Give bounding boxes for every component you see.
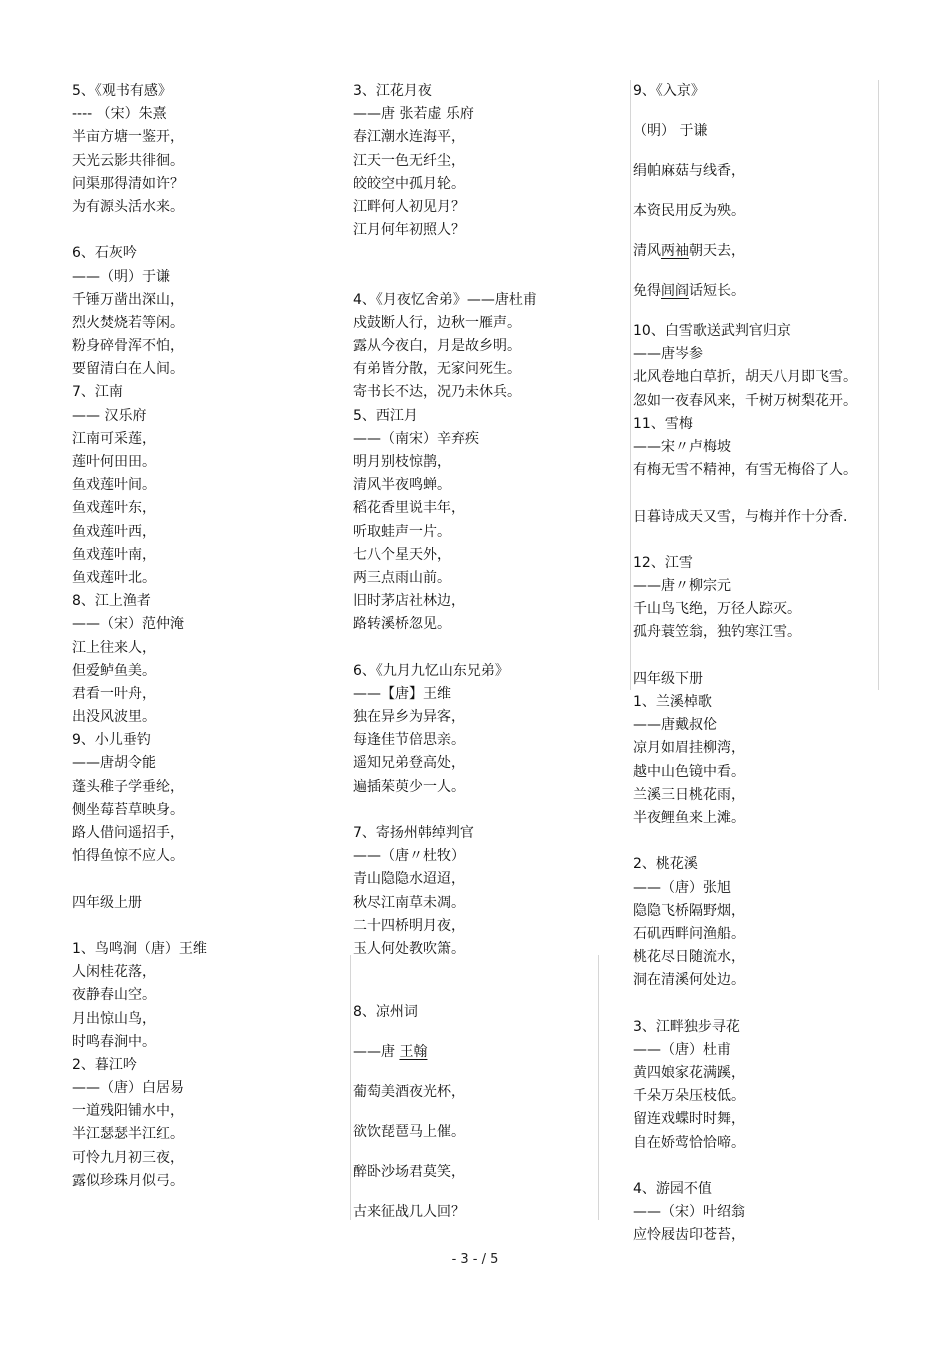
poem-line: 鱼戏莲叶西， xyxy=(72,523,156,540)
poem-line: 鱼戏莲叶北。 xyxy=(72,569,156,586)
poem-line: 半夜鲤鱼来上滩。 xyxy=(633,809,745,826)
poem-line: 1、兰溪棹歌 xyxy=(633,694,712,710)
poem-line: 古来征战几人回？ xyxy=(353,1204,465,1221)
poem-line: 蓬头稚子学垂纶， xyxy=(72,778,184,795)
poem-line: 绢帕麻菇与线香， xyxy=(633,163,745,179)
poem-line: 6、《九月九忆山东兄弟》 xyxy=(353,662,509,679)
blank-line xyxy=(72,915,322,938)
poem-line: ——唐戴叔伦 xyxy=(633,717,717,734)
poem-line: ——唐 王翰 xyxy=(353,1044,428,1061)
poem-line: 遍插茱萸少一人。 xyxy=(353,778,465,795)
poem-line: 两三点雨山前。 xyxy=(353,569,451,586)
column-divider xyxy=(350,955,351,1220)
blank-line xyxy=(633,645,883,668)
poem-line: 本资民用反为殃。 xyxy=(633,203,745,219)
blank-line xyxy=(353,799,593,822)
poem-line: 独在异乡为异客， xyxy=(353,709,465,726)
poem-line: 皎皎空中孤月轮。 xyxy=(353,175,465,192)
poem-line: （明） 于谦 xyxy=(633,123,708,139)
poem-line: 千山鸟飞绝，万径人踪灭。 xyxy=(633,601,801,618)
poem-line: 9、《入京》 xyxy=(633,83,705,99)
poem-line: 江畔何人初见月？ xyxy=(353,198,465,215)
poem-line: 半亩方塘一鉴开， xyxy=(72,129,184,146)
poem-line: 有梅无雪不精神，有雪无梅俗了人。 xyxy=(633,462,857,479)
poem-line: 江月何年初照人？ xyxy=(353,222,465,239)
poem-line: 月出惊山鸟， xyxy=(72,1010,156,1027)
poem-line: 忽如一夜春风来，千树万树梨花开。 xyxy=(633,392,857,409)
poem-line: 四年级下册 xyxy=(633,670,703,687)
poem-line: ——【唐】王维 xyxy=(353,685,451,702)
poem-line: 3、江畔独步寻花 xyxy=(633,1018,740,1035)
poem-line: ——（宋）叶绍翁 xyxy=(633,1204,745,1221)
poem-line: 四年级上册 xyxy=(72,894,142,911)
poem-line: 秋尽江南草未凋。 xyxy=(353,894,465,911)
poem-line: 问渠那得清如许？ xyxy=(72,175,184,192)
poem-line: 七八个星天外， xyxy=(353,546,451,563)
poem-line: 桃花尽日随流水， xyxy=(633,949,745,966)
poem-line: 江上往来人， xyxy=(72,639,156,656)
poem-line: 孤舟蓑笠翁，独钓寒江雪。 xyxy=(633,624,801,641)
poem-line: 12、江雪 xyxy=(633,554,693,571)
poem-line: ——（明）于谦 xyxy=(72,268,170,285)
poem-line: 二十四桥明月夜， xyxy=(353,917,465,934)
poem-line: 越中山色镜中看。 xyxy=(633,763,745,780)
poem-line: 3、江花月夜 xyxy=(353,83,432,99)
poem-line: 粉身碎骨浑不怕， xyxy=(72,338,184,355)
poem-line: ——（唐）张旭 xyxy=(633,879,731,896)
poem-line: 戍鼓断人行，边秋一雁声。 xyxy=(353,314,521,331)
poem-line: 听取蛙声一片。 xyxy=(353,523,451,540)
column-divider xyxy=(598,955,599,1220)
poem-line: 免得闾阎话短长。 xyxy=(633,283,745,299)
poem-line: 人闲桂花落， xyxy=(72,964,156,981)
blank-line xyxy=(72,219,322,242)
poem-line: 夜静春山空。 xyxy=(72,987,156,1004)
poem-line: 4、《月夜忆舍弟》——唐杜甫 xyxy=(353,291,537,308)
underlined-text: 闾阎 xyxy=(661,283,689,299)
blank-line xyxy=(633,830,883,853)
poem-line: 11、雪梅 xyxy=(633,415,693,432)
poem-line: 要留清白在人间。 xyxy=(72,361,184,378)
blank-line xyxy=(353,242,593,265)
blank-line xyxy=(353,266,593,289)
poem-line: 出没风波里。 xyxy=(72,709,156,726)
poem-line: 8、凉州词 xyxy=(353,1004,418,1021)
poem-line: ——唐岑参 xyxy=(633,346,703,363)
poem-line: 4、游园不值 xyxy=(633,1180,712,1197)
poem-line: 明月别枝惊鹊， xyxy=(353,454,451,470)
poem-line: ——唐胡令能 xyxy=(72,755,156,772)
poem-line: —— 汉乐府 xyxy=(72,407,147,424)
poem-line: 自在娇莺恰恰啼。 xyxy=(633,1134,745,1151)
poem-line: 怕得鱼惊不应人。 xyxy=(72,848,184,865)
poem-line: 2、桃花溪 xyxy=(633,856,698,873)
poem-line: ——（宋）范仲淹 xyxy=(72,616,184,633)
poem-line: 石矶西畔问渔船。 xyxy=(633,925,745,942)
poem-column-2 xyxy=(353,80,593,1241)
poem-line: 5、《观书有感》 xyxy=(72,83,172,99)
poem-column-1 xyxy=(72,80,322,1193)
blank-line xyxy=(633,529,883,552)
poem-line: 露似珍珠月似弓。 xyxy=(72,1172,184,1189)
poem-line: 旧时茅店社林边， xyxy=(353,593,465,610)
poem-line: 2、暮江吟 xyxy=(72,1056,137,1073)
poem-line: 可怜九月初三夜， xyxy=(72,1149,184,1166)
poem-line: 路转溪桥忽见。 xyxy=(353,616,451,633)
column-divider xyxy=(630,80,631,690)
blank-line xyxy=(353,637,593,660)
poem-line: 遥知兄弟登高处， xyxy=(353,755,465,772)
poem-line: 青山隐隐水迢迢， xyxy=(353,871,465,888)
poem-line: 江天一色无纤尘， xyxy=(353,152,465,169)
poem-line: 兰溪三日桃花雨， xyxy=(633,786,745,803)
poem-line: 但爱鲈鱼美。 xyxy=(72,662,156,679)
poem-line: 北风卷地白草折，胡天八月即飞雪。 xyxy=(633,369,857,386)
poem-line: 8、江上渔者 xyxy=(72,593,151,610)
poem-line: ---- （宋）朱熹 xyxy=(72,106,167,123)
poem-line: 日暮诗成天又雪，与梅并作十分香. xyxy=(633,508,848,525)
blank-line xyxy=(633,482,883,505)
poem-line: 葡萄美酒夜光杯， xyxy=(353,1084,465,1101)
poem-line: 千锤万凿出深山， xyxy=(72,291,184,308)
poem-line: 千朵万朵压枝低。 xyxy=(633,1088,745,1105)
poem-line: 5、西江月 xyxy=(353,407,418,424)
blank-line xyxy=(633,992,883,1015)
poem-line: 10、白雪歌送武判官归京 xyxy=(633,323,791,339)
blank-line xyxy=(353,961,593,1001)
poem-line: 一道残阳铺水中， xyxy=(72,1103,184,1120)
poem-line: 鱼戏莲叶南， xyxy=(72,546,156,563)
poem-line: 留连戏蝶时时舞， xyxy=(633,1111,745,1128)
poem-line: 天光云影共徘徊。 xyxy=(72,152,184,169)
poem-line: 玉人何处教吹箫。 xyxy=(353,940,465,957)
poem-line: 清风两袖朝天去， xyxy=(633,243,745,259)
poem-line: 寄书长不达，况乃未休兵。 xyxy=(353,384,521,401)
poem-line: 烈火焚烧若等闲。 xyxy=(72,314,184,331)
poem-line: 君看一叶舟， xyxy=(72,685,156,702)
poem-line: 黄四娘家花满蹊， xyxy=(633,1065,745,1081)
poem-line: 稻花香里说丰年， xyxy=(353,500,465,517)
poem-line: 6、石灰吟 xyxy=(72,245,137,262)
poem-line: 莲叶何田田。 xyxy=(72,454,156,470)
poem-line: 半江瑟瑟半江红。 xyxy=(72,1126,184,1143)
blank-line xyxy=(633,1155,883,1178)
poem-line: 清风半夜鸣蝉。 xyxy=(353,477,451,494)
poem-line: 路人借问遥招手， xyxy=(72,825,184,841)
poem-line: 鱼戏莲叶间。 xyxy=(72,477,156,494)
poem-line: ——（南宋）辛弃疾 xyxy=(353,430,479,447)
poem-line: 凉月如眉挂柳湾， xyxy=(633,740,745,757)
underlined-text: 两袖 xyxy=(661,243,689,259)
poem-line: 为有源头活水来。 xyxy=(72,198,184,215)
poem-line: 鱼戏莲叶东， xyxy=(72,500,156,517)
poem-line: 醉卧沙场君莫笑， xyxy=(353,1164,465,1181)
poem-line: 7、寄扬州韩绰判官 xyxy=(353,825,474,841)
poem-line: 9、小儿垂钓 xyxy=(72,732,151,749)
poem-line: 7、江南 xyxy=(72,384,123,401)
poem-line: 春江潮水连海平， xyxy=(353,129,465,146)
poem-line: ——唐 张若虚 乐府 xyxy=(353,106,474,123)
poem-line: ——（唐）杜甫 xyxy=(633,1041,731,1058)
poem-line: ——（唐）白居易 xyxy=(72,1080,184,1097)
poem-line: 侧坐莓苔草映身。 xyxy=(72,801,184,818)
poem-line: 露从今夜白，月是故乡明。 xyxy=(353,338,521,355)
poem-line: 时鸣春涧中。 xyxy=(72,1033,156,1050)
poem-column-3 xyxy=(633,80,883,1248)
poem-line: 江南可采莲， xyxy=(72,430,156,447)
poem-line: 每逢佳节倍思亲。 xyxy=(353,732,465,749)
poem-line: 应怜屐齿印苍苔， xyxy=(633,1227,745,1244)
poem-line: ——唐〃柳宗元 xyxy=(633,578,731,595)
underlined-text: 王翰 xyxy=(399,1044,428,1061)
poem-line: 洞在清溪何处边。 xyxy=(633,972,745,989)
poem-line: 有弟皆分散，无家问死生。 xyxy=(353,361,521,378)
poem-line: 欲饮琵琶马上催。 xyxy=(353,1124,465,1141)
poem-line: 1、鸟鸣涧（唐）王维 xyxy=(72,940,207,957)
blank-line xyxy=(72,868,322,891)
page-number: - 3 - / 5 xyxy=(451,1252,499,1267)
poem-line: ——（唐〃杜牧） xyxy=(353,848,465,865)
poem-line: 隐隐飞桥隔野烟， xyxy=(633,902,745,919)
poem-line: ——宋〃卢梅坡 xyxy=(633,438,731,455)
